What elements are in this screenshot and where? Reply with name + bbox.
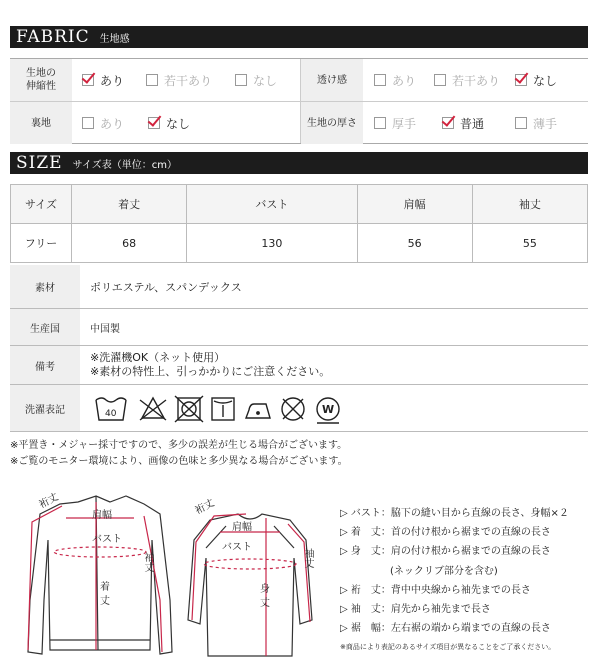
stretch-label: 生地の 伸縮性	[10, 59, 72, 101]
diagram-bust-label-left: バスト	[92, 534, 122, 545]
diagram-yuki-label-left: 裄丈	[37, 491, 61, 511]
remarks-line-1: ※洗濯機OK（ネット使用）	[90, 351, 226, 364]
legend-item: (ネックリブ部分を含む)	[340, 565, 498, 577]
diagram-kitake-label-2: 丈	[100, 596, 110, 607]
checkbox-icon	[235, 74, 247, 86]
diagram-sodetake-label-right: 袖丈	[302, 548, 313, 568]
size-header-cell: サイズ	[11, 185, 72, 224]
fabric-title: FABRIC	[16, 27, 90, 47]
checkbox-icon	[146, 74, 158, 86]
stretch-option-slight: 若干あり	[146, 59, 212, 101]
remarks-row	[10, 346, 588, 385]
sheer-option-slight: 若干あり	[434, 59, 500, 101]
size-cell: 68	[72, 224, 187, 263]
size-subtitle: サイズ表（単位：cm）	[72, 159, 178, 171]
fabric-subtitle: 生地感	[99, 33, 130, 45]
size-header-row	[11, 185, 588, 224]
no-bleach-icon	[140, 398, 166, 420]
remarks-label: 備考	[10, 346, 80, 384]
size-data-row	[11, 224, 588, 263]
size-header-bar	[10, 152, 588, 174]
size-cell: 130	[187, 224, 357, 263]
fabric-header-bar	[10, 26, 588, 48]
size-header-cell: 袖丈	[472, 185, 587, 224]
diagram-mitake-label-2: 丈	[260, 598, 270, 609]
diagram-sodetake-label-left: 袖丈	[142, 552, 153, 572]
lining-option-yes: あり	[82, 102, 124, 144]
material-label: 素材	[10, 265, 80, 308]
diagram-kitake-label-1: 着	[100, 582, 110, 593]
checkbox-checked-icon	[442, 117, 454, 129]
care-label: 洗濯表記	[10, 385, 80, 431]
no-tumble-dry-icon	[175, 396, 203, 422]
stretch-option-yes: あり	[82, 59, 124, 101]
sheer-label: 透け感	[301, 59, 363, 101]
checkbox-checked-icon	[82, 74, 94, 86]
size-header-cell: 肩幅	[357, 185, 472, 224]
legend-footnote: ※商品により表記のあるサイズ項目が異なることをご了承ください。	[340, 643, 556, 652]
checkbox-icon	[82, 117, 94, 129]
note-line: ※ご覧のモニター環境により、画像の色味と多少異なる場合がございます。	[10, 456, 348, 467]
stretch-option-no: なし	[235, 59, 277, 101]
legend-item: ▷ 身 丈：肩の付け根から裾までの直線の長さ	[340, 546, 551, 558]
legend-item: ▷ 着 丈：首の付け根から裾までの直線の長さ	[340, 527, 551, 539]
note-line: ※平置き・メジャー採寸ですので、多少の誤差が生じる場合がございます。	[10, 440, 348, 451]
remarks-line-2: ※素材の特性上、引っかかりにご注意ください。	[90, 365, 331, 378]
care-row	[10, 385, 588, 432]
tshirt-outline-icon	[188, 514, 312, 656]
thickness-option-thick: 厚手	[374, 102, 416, 144]
fabric-row-2	[10, 101, 588, 144]
material-row	[10, 265, 588, 309]
measurement-legend	[340, 504, 569, 658]
size-cell: フリー	[11, 224, 72, 263]
size-cell: 56	[357, 224, 472, 263]
origin-value: 中国製	[90, 323, 120, 335]
diagram-yuki-label-right: 裄丈	[193, 497, 217, 517]
size-header-cell: 着丈	[72, 185, 187, 224]
legend-item: ▷ 裄 丈：背中中央線から袖先までの長さ	[340, 584, 531, 596]
lining-option-no: なし	[148, 102, 190, 144]
no-dry-clean-icon	[282, 398, 304, 420]
fabric-row-1	[10, 59, 588, 101]
measurement-notes	[10, 438, 348, 470]
lining-label: 裏地	[10, 102, 72, 144]
size-header-cell: バスト	[187, 185, 357, 224]
sheer-option-no: なし	[515, 59, 557, 101]
material-value: ポリエステル、スパンデックス	[90, 280, 242, 294]
wash-temp-text: 40	[105, 409, 117, 419]
legend-item: ▷ 袖 丈：肩先から袖先まで長さ	[340, 604, 491, 616]
origin-label: 生産国	[10, 309, 80, 345]
checkbox-checked-icon	[148, 117, 160, 129]
legend-item: ▷ 裾 幅：左右裾の端から端までの直線の長さ	[340, 623, 551, 635]
fabric-table	[10, 58, 588, 144]
sheer-option-yes: あり	[374, 59, 416, 101]
checkbox-icon	[374, 117, 386, 129]
checkbox-icon	[515, 117, 527, 129]
diagram-bust-label-right: バスト	[222, 542, 252, 553]
diagram-katahaba-label-right: 肩幅	[232, 522, 252, 533]
checkbox-icon	[374, 74, 386, 86]
drip-dry-icon	[212, 398, 234, 420]
checkbox-checked-icon	[515, 74, 527, 86]
checkbox-icon	[434, 74, 446, 86]
remarks-value	[90, 346, 330, 384]
thickness-option-thin: 薄手	[515, 102, 557, 144]
diagram-katahaba-label-left: 肩幅	[92, 510, 112, 521]
size-title: SIZE	[16, 153, 63, 173]
thickness-option-normal: 普通	[442, 102, 484, 144]
care-icons	[94, 392, 354, 424]
garment-diagram	[0, 480, 340, 670]
size-table	[10, 184, 588, 263]
thickness-label: 生地の厚さ	[301, 102, 363, 144]
diagram-mitake-label-1: 身	[260, 584, 270, 595]
legend-item: ▷ バスト：脇下の縫い目から直線の長さ、身幅×２	[340, 508, 569, 519]
origin-row	[10, 309, 588, 346]
iron-low-icon	[246, 404, 270, 418]
wet-clean-text: W	[322, 403, 335, 416]
size-cell: 55	[472, 224, 587, 263]
